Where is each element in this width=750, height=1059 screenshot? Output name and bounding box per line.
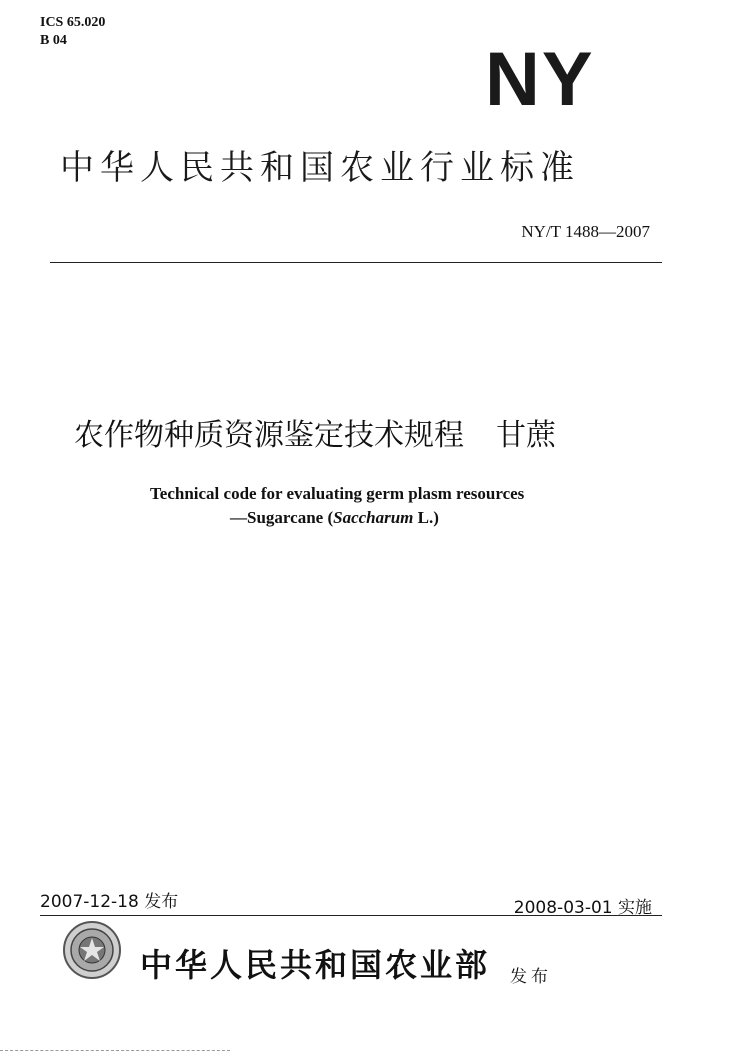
issue-label: 发布 [510,967,552,987]
chinese-title-sub: 甘蔗 [496,418,556,453]
standard-number: NY/T 1488—2007 [521,222,650,241]
national-emblem-icon [62,920,122,980]
publish-date: 2007-12-18 发布 [40,892,179,912]
bottom-divider [40,915,662,916]
chinese-title-main: 农作物种质资源鉴定技术规程 [74,418,464,453]
ny-logo: NY [485,37,595,122]
issuing-authority: 中华人民共和国农业部 [140,946,491,984]
english-title [150,482,610,530]
english-title-suffix: L.) [413,508,439,527]
ics-block [40,14,105,50]
standard-type-title: 中华人民共和国农业行业标准 [60,148,580,188]
english-title-italic: Saccharum [333,508,414,527]
footer-line [0,1050,230,1051]
effective-date: 2008-03-01 实施 [513,898,652,918]
ics-code: ICS 65.020 [40,15,106,30]
top-divider [50,262,662,263]
class-code: B 04 [40,33,67,48]
english-title-line2 [150,506,610,530]
english-title-line1: Technical code for evaluating germ plasm resources [150,484,525,503]
english-title-prefix: —Sugarcane ( [230,508,334,527]
chinese-title [74,410,674,454]
